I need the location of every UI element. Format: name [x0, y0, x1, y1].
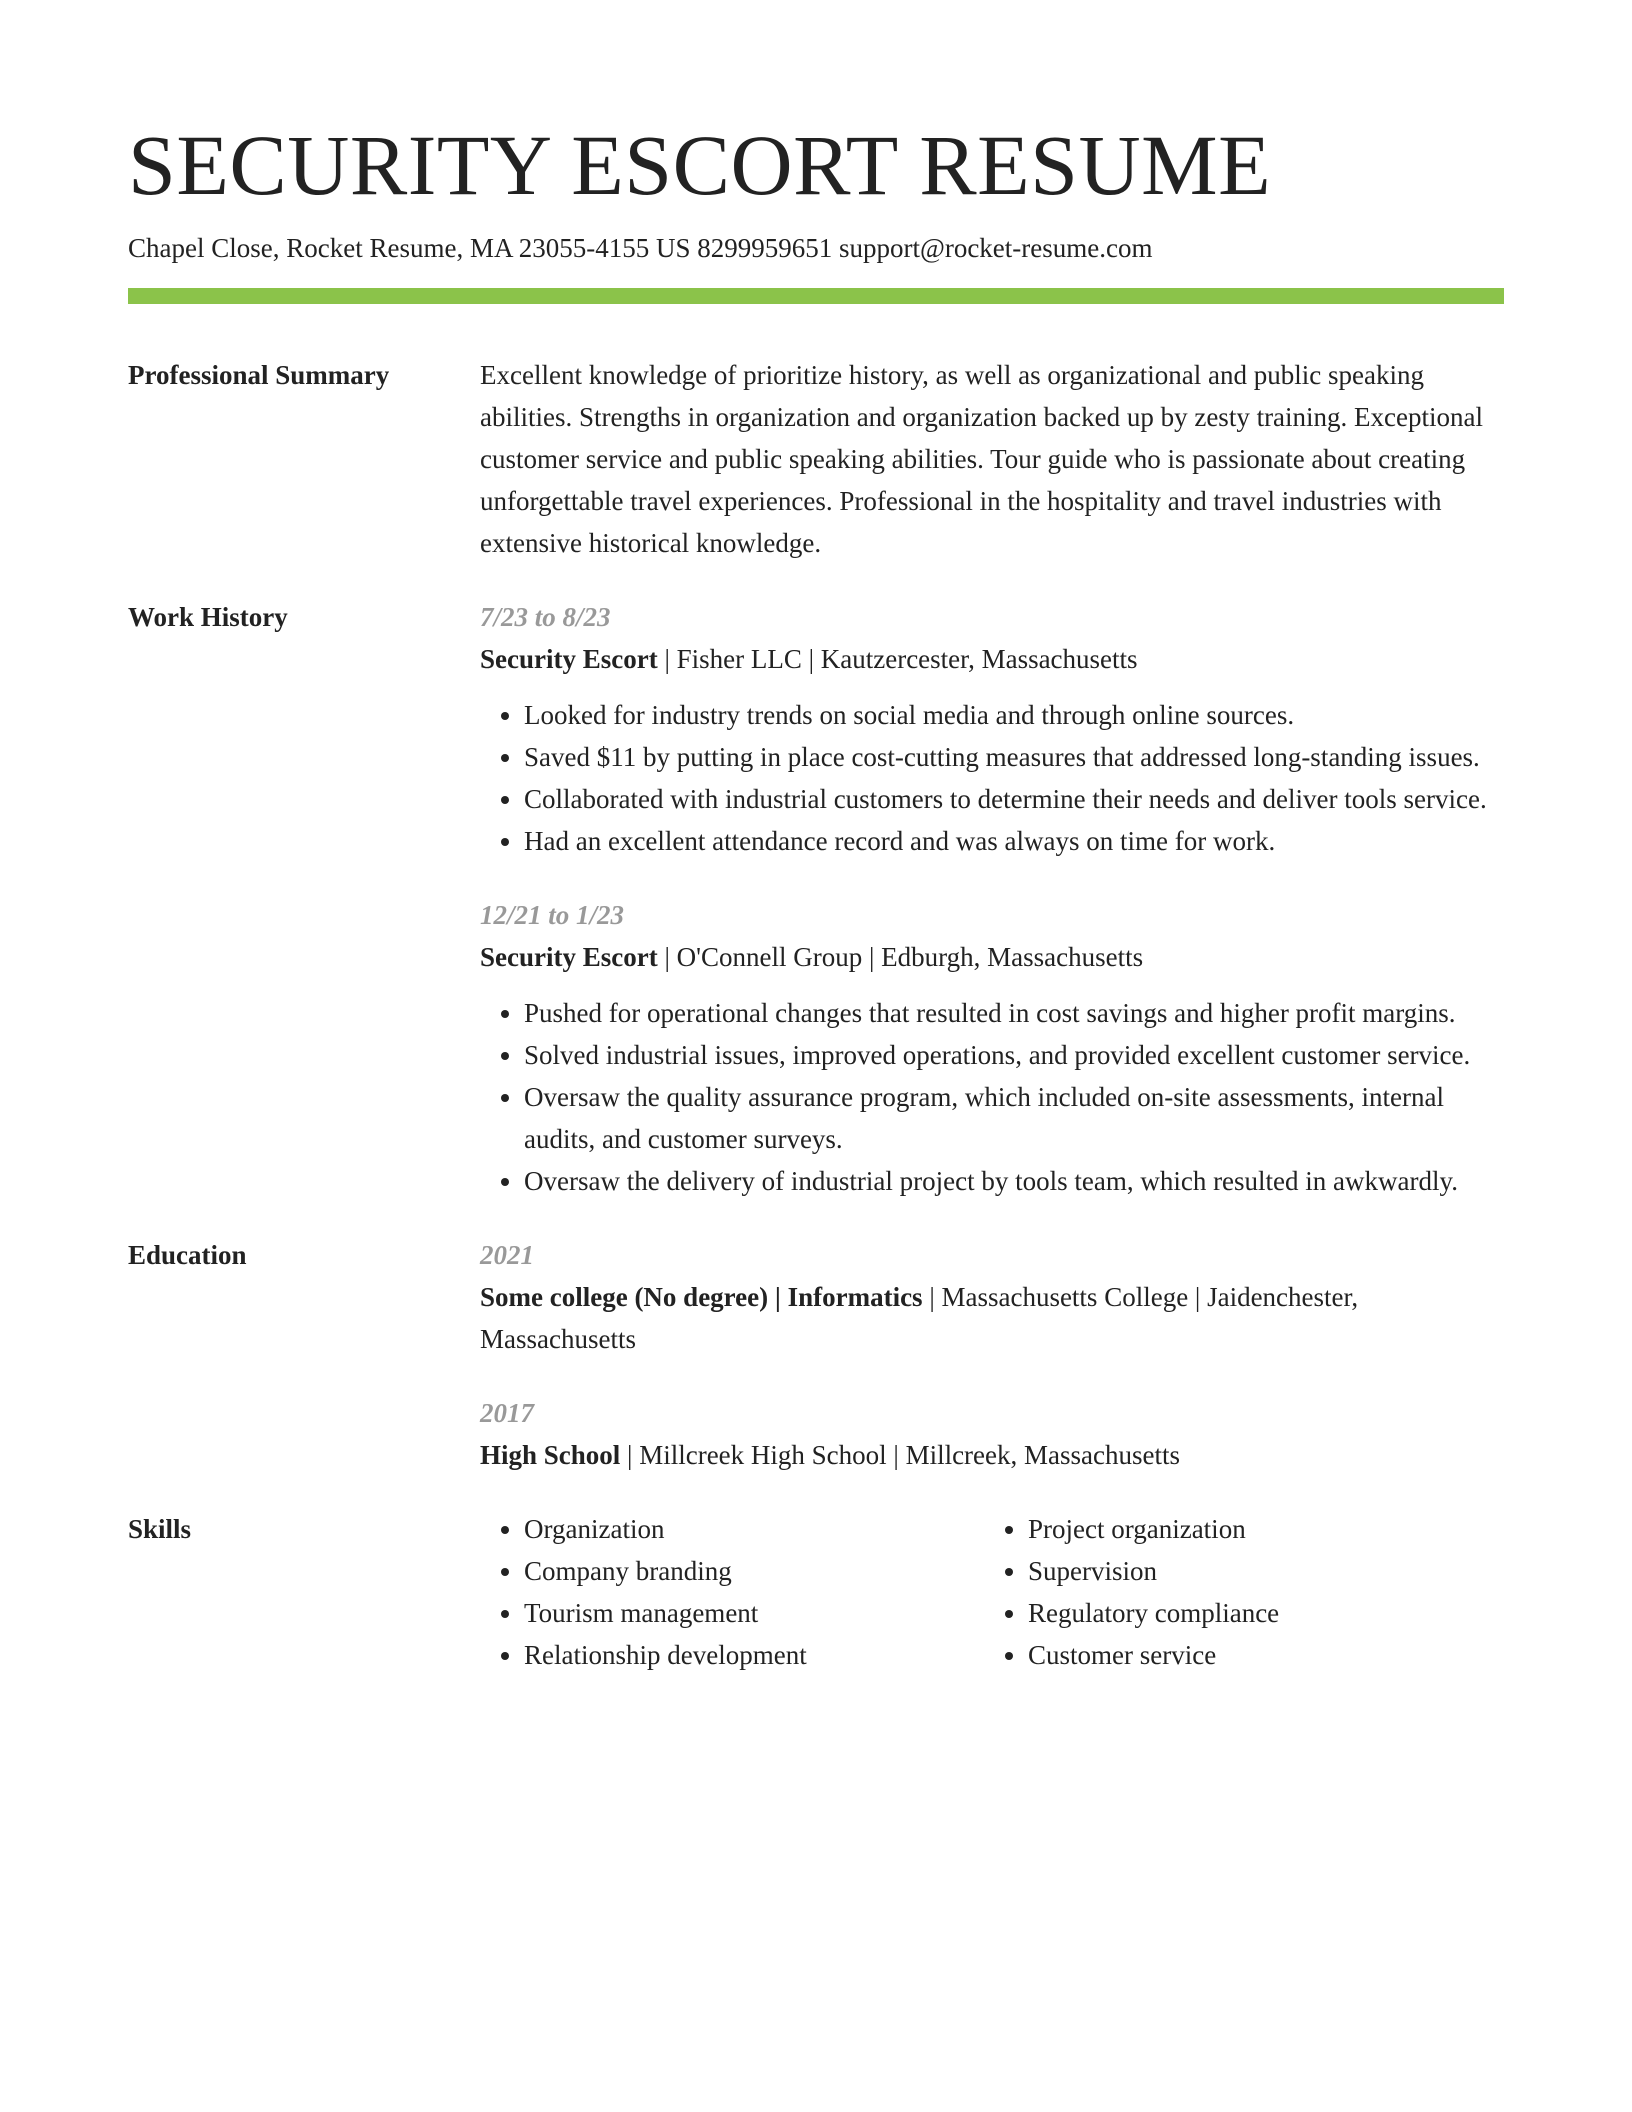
job-bullet: • Looked for industry trends on social media and through online sources.: [524, 694, 1504, 736]
education-line: [480, 1276, 1504, 1360]
education-date: 2017: [480, 1397, 534, 1428]
job-bullet: • Collaborated with industrial customers to determine their needs and deliver tools service.: [524, 778, 1504, 820]
skill-item: • Tourism management: [524, 1592, 984, 1634]
resume-title: SECURITY ESCORT RESUME: [128, 117, 1272, 213]
skill-item: • Supervision: [1028, 1550, 1488, 1592]
skills-section: [128, 1508, 1504, 1676]
skill-item: • Customer service: [1028, 1634, 1488, 1676]
job-title: Security Escort: [480, 643, 658, 674]
skill-item: • Company branding: [524, 1550, 984, 1592]
summary-section: [128, 354, 1504, 564]
education-line: [480, 1434, 1504, 1476]
job-date: 7/23 to 8/23: [480, 601, 611, 632]
job-entry: [480, 894, 1504, 1202]
job-bullet: • Pushed for operational changes that resulted in cost savings and higher profit margins.: [524, 992, 1504, 1034]
skill-item: • Organization: [524, 1508, 984, 1550]
job-role-line: [480, 638, 1504, 680]
contact-line: Chapel Close, Rocket Resume, MA 23055-4155 US 8299959651 support@rocket-resume.com: [128, 232, 1153, 263]
header-divider: [128, 288, 1504, 304]
education-date: 2021: [480, 1239, 534, 1270]
skills-list-left: [480, 1508, 984, 1676]
job-role-line: [480, 936, 1504, 978]
summary-label: Professional Summary: [128, 359, 390, 390]
work-history-section: [128, 596, 1504, 1202]
education-degree: Some college (No degree) | Informatics: [480, 1281, 923, 1312]
skills-grid: [480, 1508, 1504, 1676]
skill-item: • Relationship development: [524, 1634, 984, 1676]
education-section: [128, 1234, 1504, 1476]
education-entry: [480, 1234, 1504, 1360]
job-entry: [480, 596, 1504, 862]
job-bullet: • Oversaw the delivery of industrial project by tools team, which resulted in awkwardly.: [524, 1160, 1504, 1202]
job-title: Security Escort: [480, 941, 658, 972]
job-bullet: • Saved $11 by putting in place cost-cutting measures that addressed long-standing issues.: [524, 736, 1504, 778]
job-details: | O'Connell Group | Edburgh, Massachusetts: [657, 941, 1144, 972]
education-details: | Massachusetts College | Jaidenchester, Massachusetts: [480, 1281, 1359, 1354]
job-bullets: [480, 992, 1504, 1202]
education-degree: High School: [480, 1439, 621, 1470]
job-bullet: • Solved industrial issues, improved operations, and provided excellent customer service.: [524, 1034, 1504, 1076]
education-details: | Millcreek High School | Millcreek, Massachusetts: [620, 1439, 1180, 1470]
skill-item: • Regulatory compliance: [1028, 1592, 1488, 1634]
skills-list-right: [984, 1508, 1488, 1676]
job-bullet: • Had an excellent attendance record and was always on time for work.: [524, 820, 1504, 862]
job-details: | Fisher LLC | Kautzercester, Massachusetts: [657, 643, 1138, 674]
job-bullets: [480, 694, 1504, 862]
job-date: 12/21 to 1/23: [480, 899, 625, 930]
summary-text: Excellent knowledge of prioritize history, as well as organizational and public speaking abilities. Strengths in organization and organization backed up by zesty training. Exceptional customer service and public speaking abilities. Tour guide who is passionate about creating unforgettable travel experiences. Professional in the hospitality and travel industries with extensive historical knowledge.: [480, 359, 1483, 558]
education-label: Education: [128, 1239, 247, 1270]
skill-item: • Project organization: [1028, 1508, 1488, 1550]
job-bullet: • Oversaw the quality assurance program, which included on-site assessments, internal audits, and customer surveys.: [524, 1076, 1504, 1160]
education-entry: [480, 1392, 1504, 1476]
work-history-label: Work History: [128, 601, 288, 632]
skills-label: Skills: [128, 1513, 192, 1544]
